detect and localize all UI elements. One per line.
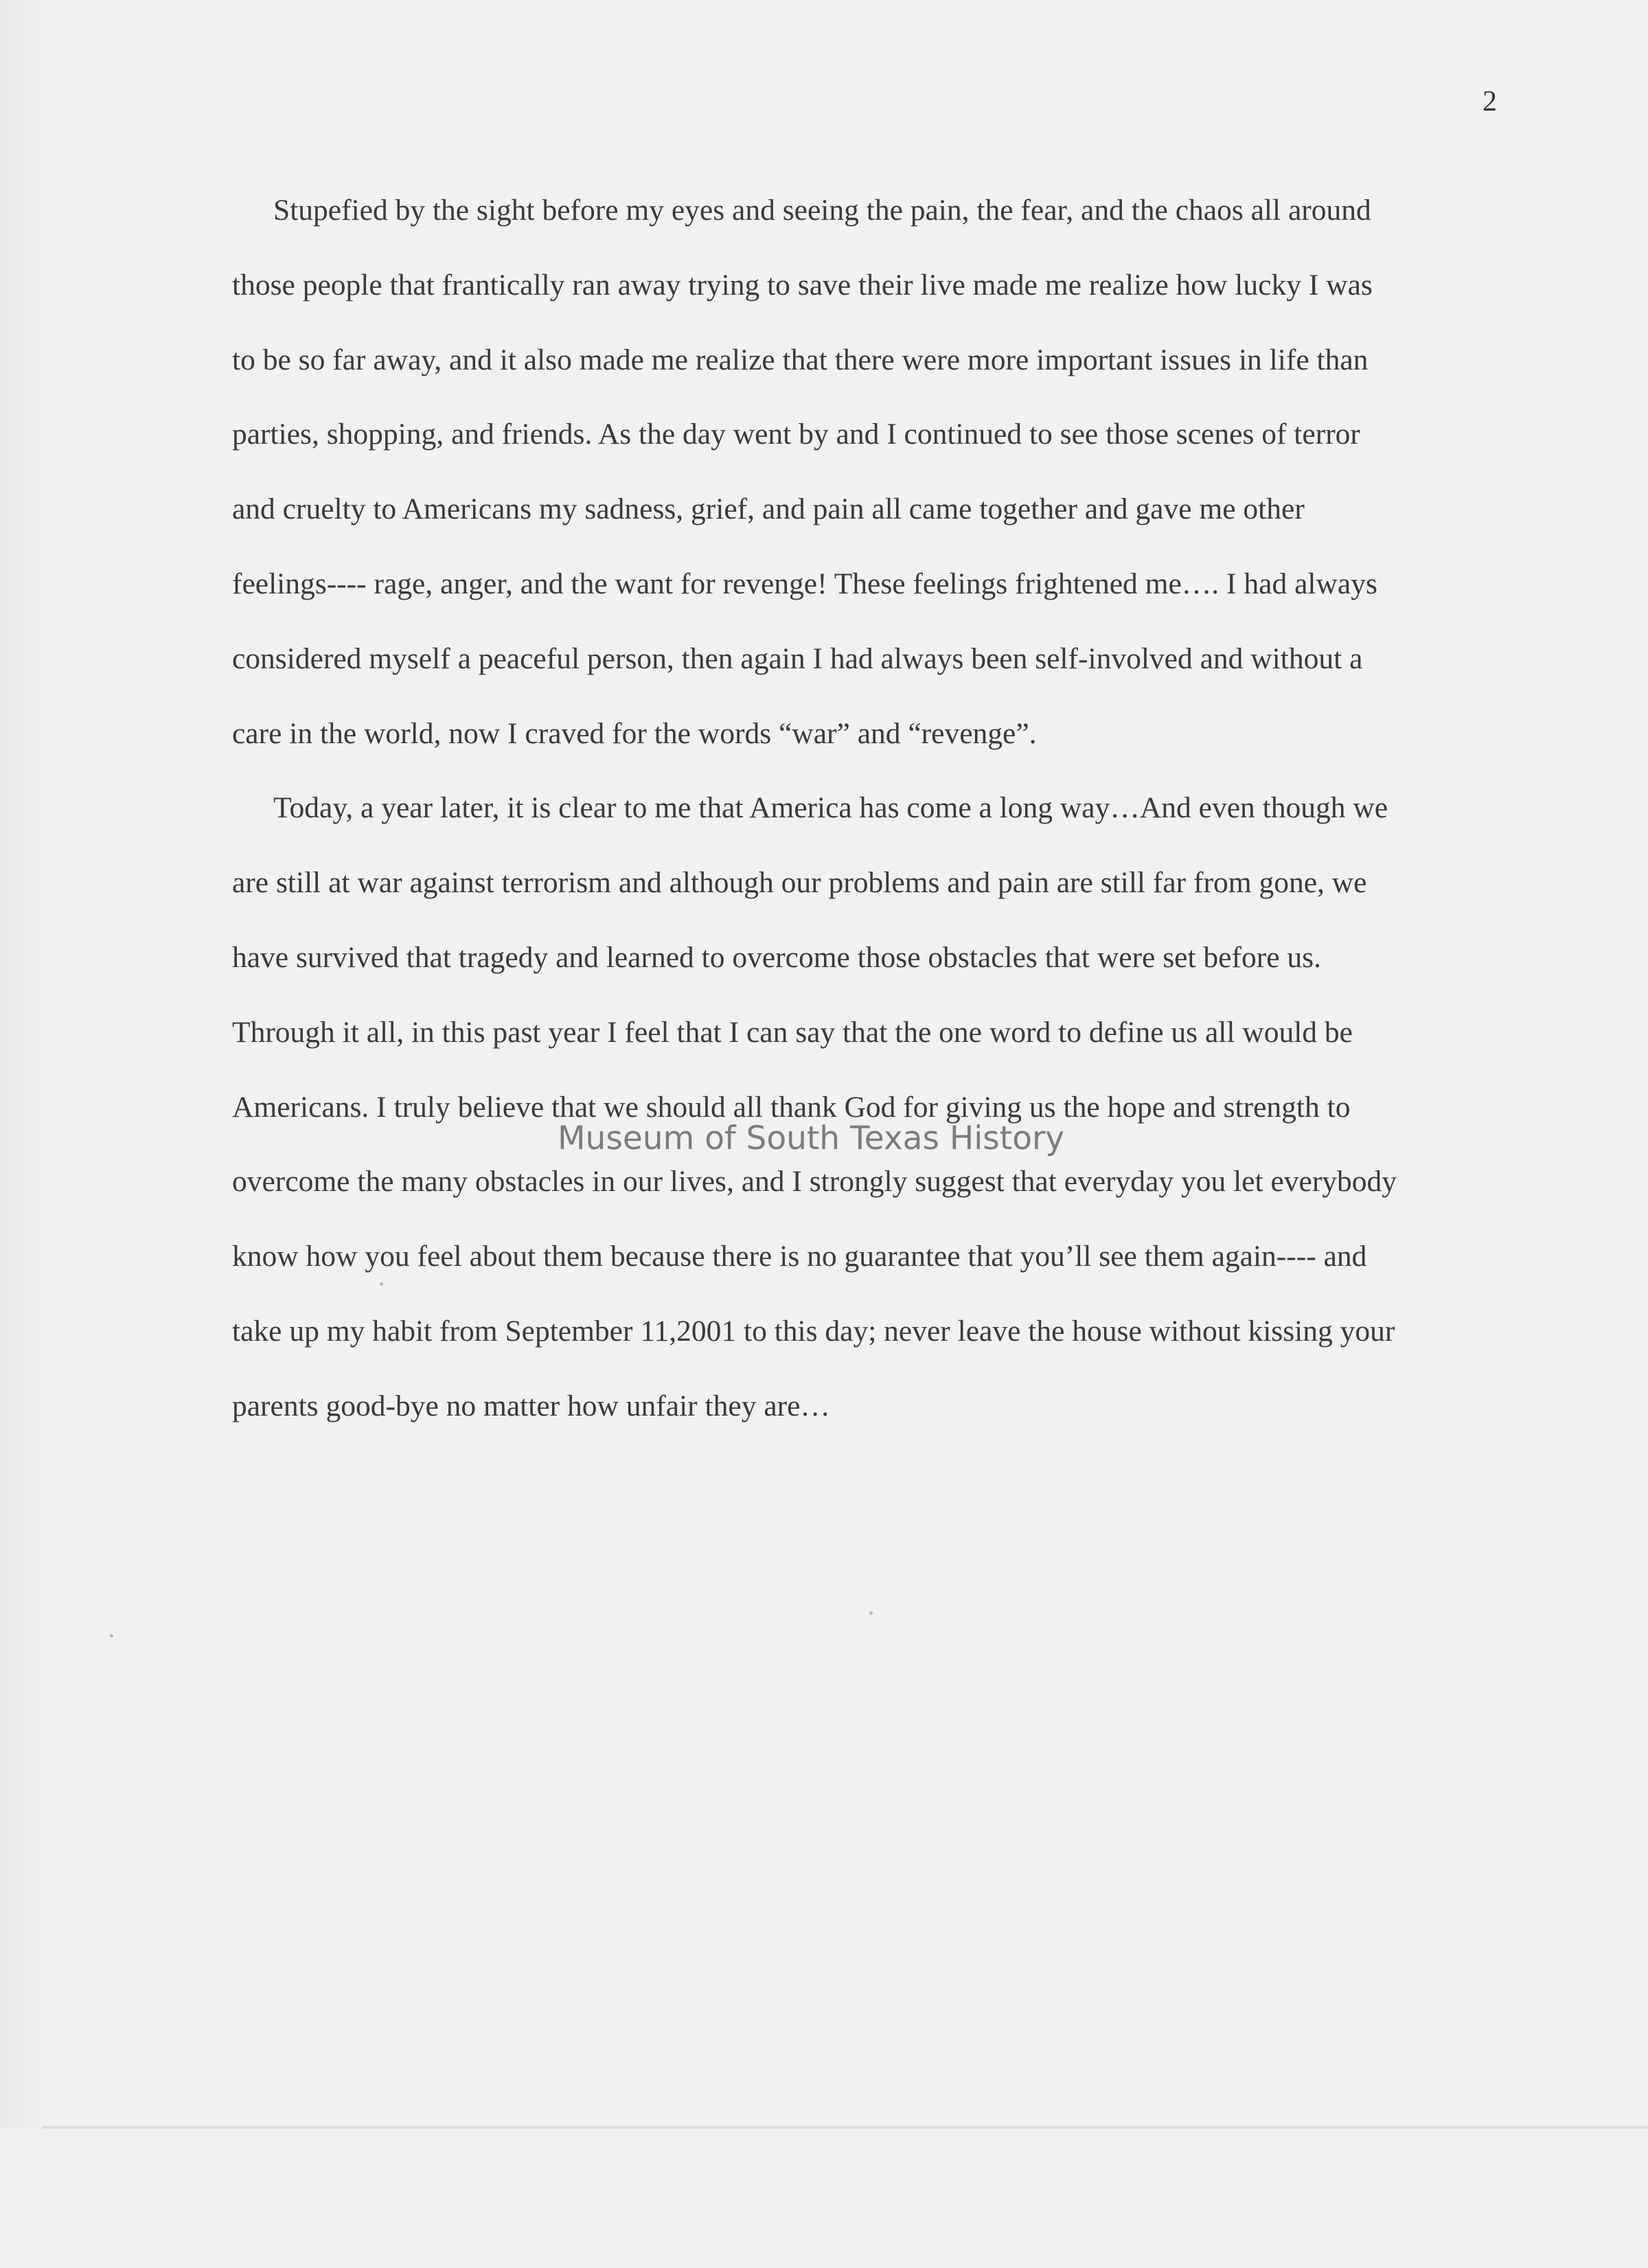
text-line: have survived that tragedy and learned to overcome those obstacles that were set before us. [232,940,1321,974]
scan-edge [0,0,41,2268]
text-line: know how you feel about them because there is no guarantee that you’ll see them again---- and [232,1240,1367,1273]
text-line: care in the world, now I craved for the words “war” and “revenge”. [232,716,1037,750]
scan-speck [380,1282,383,1286]
text-line: Today, a year later, it is clear to me that America has come a long way…And even though we [273,791,1388,825]
text-line: parents good-bye no matter how unfair they are… [232,1389,830,1422]
paragraph-1 [232,173,1494,771]
museum-watermark: Museum of South Texas History [558,1120,1065,1157]
text-line: Americans. I truly believe that we should all thank God for giving us the hope and strength to [232,1090,1351,1124]
scan-speck [869,1611,873,1615]
text-line: and cruelty to Americans my sadness, grief, and pain all came together and gave me other [232,492,1305,526]
text-line: are still at war against terrorism and although our problems and pain are still far from gone, we [232,866,1367,900]
text-line: to be so far away, and it also made me realize that there were more important issues in life than [232,343,1369,376]
document-body [232,173,1494,1444]
scan-speck [110,1634,113,1637]
text-line: those people that frantically ran away trying to save their live made me realize how lucky I was [232,268,1373,302]
text-line: take up my habit from September 11,2001 to this day; never leave the house without kissing your [232,1314,1395,1348]
text-line: Through it all, in this past year I feel that I can say that the one word to define us all would be [232,1015,1353,1049]
paragraph-2 [232,771,1494,1443]
text-line: parties, shopping, and friends. As the day went by and I continued to see those scenes of terror [232,418,1360,451]
text-line: overcome the many obstacles in our lives, and I strongly suggest that everyday you let everybody [232,1165,1397,1199]
scan-background [0,2129,1648,2268]
page-number: 2 [1483,86,1497,117]
text-line: considered myself a peaceful person, then again I had always been self-involved and without a [232,642,1363,675]
text-line: Stupefied by the sight before my eyes and seeing the pain, the fear, and the chaos all around [273,194,1371,227]
text-line: feelings---- rage, anger, and the want for revenge! These feelings frightened me…. I had always [232,567,1377,600]
